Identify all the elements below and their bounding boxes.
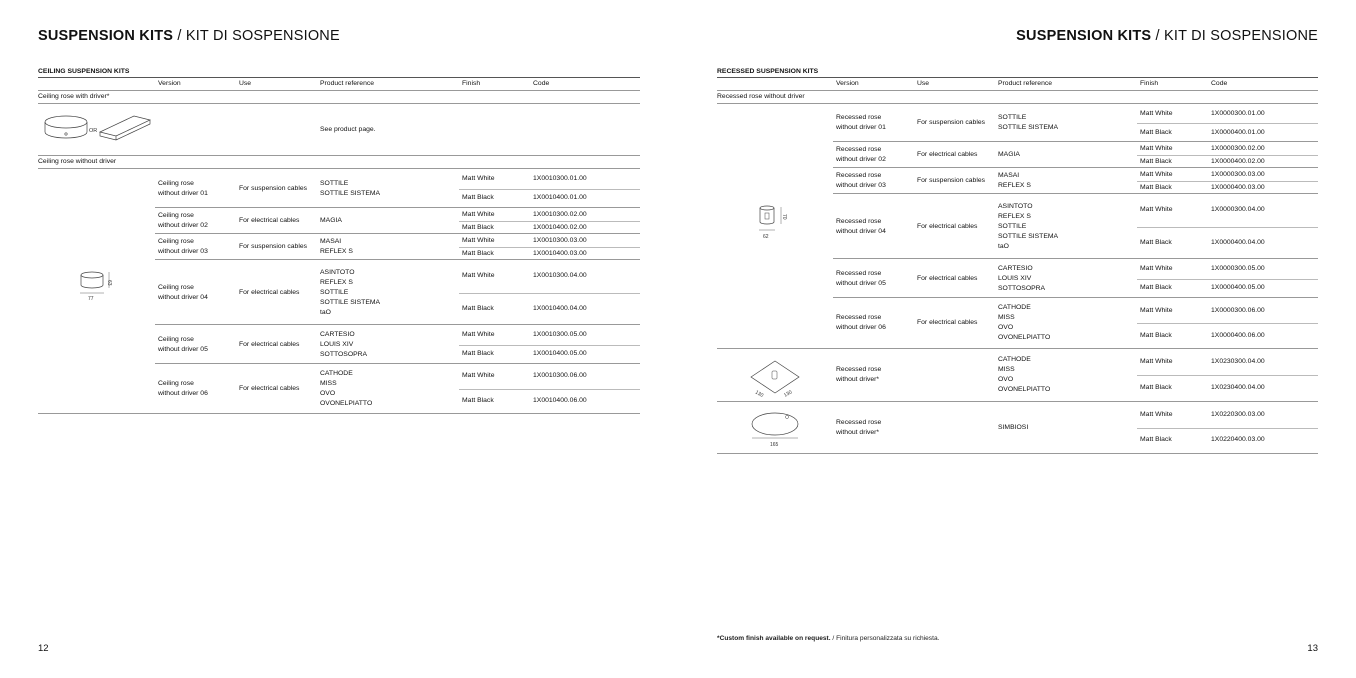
code-cell: 1X0000400.05.00	[1211, 284, 1265, 292]
without-driver-group	[38, 169, 640, 414]
right-page	[678, 0, 1356, 678]
dim-height: 70	[781, 214, 787, 220]
code-cell: 1X0010400.01.00	[533, 194, 587, 202]
code-cell: 1X0000300.03.00	[1211, 170, 1265, 178]
code-cell: 1X0000300.06.00	[1211, 306, 1265, 314]
finish-cell: Matt Black	[1140, 284, 1172, 292]
section-without-driver: Recessed rose without driver	[717, 91, 1318, 104]
code-cell: 1X0230300.04.00	[1211, 358, 1265, 365]
finish-cell: Matt White	[1140, 358, 1173, 365]
table-row	[717, 194, 1318, 259]
code-cell: 1X0010300.04.00	[533, 272, 587, 280]
code-cell: 1X0010400.04.00	[533, 304, 587, 312]
col-code: Code	[1211, 80, 1228, 87]
code-cell: 1X0010300.02.00	[533, 210, 587, 218]
use-cell: For electrical cables	[917, 151, 978, 158]
product-reference-cell: CARTESIO LOUIS XIV SOTTOSOPRA	[998, 264, 1046, 292]
use-cell: For suspension cables	[917, 177, 986, 184]
code-cell: 1X0010300.05.00	[533, 330, 587, 338]
dim-side-b: 130	[783, 389, 794, 399]
version-cell: Recessed rose without driver 03	[836, 172, 886, 189]
version-cell: Recessed rose without driver 02	[836, 146, 886, 163]
version-cell: Ceiling rose without driver 03	[158, 238, 208, 255]
product-reference-cell: CATHODE MISS OVO OVONELPIATTO	[998, 304, 1051, 341]
code-cell: 1X0010400.02.00	[533, 223, 587, 231]
col-version: Version	[836, 80, 859, 87]
code-cell: 1X0000300.04.00	[1211, 206, 1265, 214]
version-cell: Recessed rose without driver 04	[836, 217, 886, 235]
version-cell: Ceiling rose without driver 05	[158, 335, 208, 353]
col-finish: Finish	[1140, 80, 1159, 87]
finish-cell: Matt Black	[1140, 238, 1172, 246]
finish-divider	[1137, 279, 1318, 280]
finish-cell: Matt Black	[1140, 384, 1172, 391]
use-cell: For electrical cables	[917, 222, 978, 230]
finish-cell: Matt Black	[1140, 183, 1172, 191]
code-cell: 1X0000400.03.00	[1211, 183, 1265, 191]
col-use: Use	[239, 80, 252, 87]
product-reference-cell: ASINTOTO REFLEX S SOTTILE SOTTILE SISTEMA taO	[998, 202, 1059, 250]
finish-divider	[459, 293, 640, 294]
code-cell: 1X0220400.03.00	[1211, 436, 1265, 444]
use-cell: For suspension cables	[917, 119, 986, 126]
dim-height: 63	[106, 280, 112, 286]
finish-cell: Matt White	[1140, 170, 1173, 178]
finish-divider	[1137, 227, 1318, 228]
finish-cell: Matt White	[1140, 109, 1173, 117]
version-cell: Recessed rose without driver 01	[836, 114, 886, 131]
version-cell: Recessed rose without driver 05	[836, 269, 886, 287]
version-cell: Ceiling rose without driver 01	[158, 179, 208, 197]
table-row	[717, 259, 1318, 298]
product-reference-cell: CARTESIO LOUIS XIV SOTTOSOPRA	[320, 330, 368, 358]
finish-divider	[459, 189, 640, 190]
code-cell: 1X0000400.04.00	[1211, 238, 1265, 246]
finish-cell: Matt White	[1140, 306, 1173, 314]
col-product-reference: Product reference	[998, 80, 1053, 87]
table-row	[38, 325, 640, 364]
product-reference-cell: CATHODE MISS OVO OVONELPIATTO	[320, 369, 373, 407]
ceiling-kits-table	[38, 66, 640, 414]
dim-side-a: 130	[754, 389, 765, 399]
dim-diameter: 165	[770, 442, 779, 448]
finish-cell: Matt White	[462, 174, 495, 182]
page-header: SUSPENSION KITS / KIT DI SOSPENSIONE	[38, 28, 340, 44]
recessed-group-round	[717, 402, 1318, 454]
finish-cell: Matt Black	[462, 249, 494, 257]
use-cell: For electrical cables	[239, 384, 300, 392]
version-cell: Recessed rose without driver*	[836, 418, 882, 436]
recessed-group-main	[717, 104, 1318, 349]
code-cell: 1X0010300.01.00	[533, 174, 587, 182]
with-driver-row	[38, 104, 640, 156]
table-row	[717, 104, 1318, 142]
finish-divider	[1137, 428, 1318, 429]
finish-cell: Matt White	[1140, 264, 1173, 272]
finish-cell: Matt White	[1140, 144, 1173, 152]
finish-divider	[1137, 155, 1318, 156]
use-cell: For electrical cables	[239, 217, 300, 224]
code-cell: 1X0010300.06.00	[533, 372, 587, 380]
table-title: RECESSED SUSPENSION KITS	[717, 66, 1318, 78]
footnote: *Custom finish available on request. / Finitura personalizzata su richiesta.	[717, 635, 940, 642]
product-reference-cell: MAGIA	[320, 217, 342, 224]
finish-cell: Matt Black	[462, 396, 494, 404]
code-cell: 1X0010400.05.00	[533, 350, 587, 358]
table-row	[717, 142, 1318, 168]
version-cell: Ceiling rose without driver 06	[158, 379, 208, 397]
code-cell: 1X0010400.03.00	[533, 249, 587, 257]
col-finish: Finish	[462, 80, 481, 87]
finish-cell: Matt Black	[1140, 436, 1172, 444]
table-row	[717, 402, 1318, 453]
finish-divider	[1137, 181, 1318, 182]
dim-width: 77	[88, 296, 94, 302]
code-cell: 1X0000300.02.00	[1211, 144, 1265, 152]
finish-cell: Matt Black	[462, 304, 494, 312]
use-cell: For electrical cables	[239, 288, 300, 296]
finish-cell: Matt White	[1140, 206, 1173, 214]
code-cell: 1X0000300.05.00	[1211, 264, 1265, 272]
table-row	[38, 169, 640, 208]
table-row	[38, 208, 640, 234]
product-reference-cell: MASAI REFLEX S	[998, 172, 1031, 189]
code-cell: 1X0000400.01.00	[1211, 128, 1265, 136]
table-row	[38, 260, 640, 325]
see-product-page: See product page.	[320, 126, 376, 133]
version-cell: Recessed rose without driver 06	[836, 314, 886, 331]
finish-cell: Matt Black	[462, 223, 494, 231]
code-cell: 1X0000300.01.00	[1211, 109, 1265, 117]
finish-cell: Matt Black	[1140, 157, 1172, 165]
dim-width: 62	[763, 234, 769, 240]
col-version: Version	[158, 80, 181, 87]
finish-cell: Matt Black	[1140, 128, 1172, 136]
code-cell: 1X0000400.02.00	[1211, 157, 1265, 165]
finish-cell: Matt Black	[462, 350, 494, 358]
version-cell: Ceiling rose without driver 04	[158, 283, 208, 301]
use-cell: For suspension cables	[239, 243, 308, 250]
product-reference-cell: CATHODE MISS OVO OVONELPIATTO	[998, 356, 1051, 393]
finish-divider	[459, 247, 640, 248]
product-reference-cell: MASAI REFLEX S	[320, 238, 353, 255]
table-row	[717, 349, 1318, 401]
section-without-driver: Ceiling rose without driver	[38, 156, 640, 169]
use-cell: For electrical cables	[917, 319, 978, 326]
table-row	[38, 234, 640, 260]
code-cell: 1X0000400.06.00	[1211, 331, 1265, 339]
finish-cell: Matt Black	[462, 194, 494, 202]
product-reference-cell: SOTTILE SOTTILE SISTEMA	[320, 179, 381, 197]
col-product-reference: Product reference	[320, 80, 375, 87]
code-cell: 1X0220300.03.00	[1211, 410, 1265, 418]
finish-cell: Matt White	[462, 330, 495, 338]
product-reference-cell: SIMBIOSI	[998, 423, 1029, 431]
finish-divider	[459, 345, 640, 346]
product-reference-cell: MAGIA	[998, 151, 1020, 158]
finish-cell: Matt White	[462, 210, 495, 218]
col-code: Code	[533, 80, 550, 87]
use-cell: For suspension cables	[239, 184, 308, 192]
version-cell: Ceiling rose without driver 02	[158, 212, 208, 229]
section-with-driver: Ceiling rose with driver*	[38, 91, 640, 104]
version-cell: Recessed rose without driver*	[836, 366, 882, 383]
finish-divider	[1137, 123, 1318, 124]
code-cell: 1X0010400.06.00	[533, 396, 587, 404]
ceiling-rose-with-driver-drawing	[42, 106, 162, 156]
finish-cell: Matt White	[462, 272, 495, 280]
table-row	[717, 298, 1318, 348]
column-headers	[717, 78, 1318, 91]
finish-divider	[459, 389, 640, 390]
product-reference-cell: ASINTOTO REFLEX S SOTTILE SOTTILE SISTEMA taO	[320, 268, 381, 316]
product-reference-cell: SOTTILE SOTTILE SISTEMA	[998, 114, 1059, 131]
finish-cell: Matt White	[462, 372, 495, 380]
finish-cell: Matt White	[462, 236, 495, 244]
table-row	[717, 168, 1318, 194]
recessed-kits-table	[717, 66, 1318, 454]
finish-cell: Matt Black	[1140, 331, 1172, 339]
page-header: SUSPENSION KITS / KIT DI SOSPENSIONE	[1016, 28, 1318, 44]
finish-divider	[1137, 323, 1318, 324]
use-cell: For electrical cables	[917, 274, 978, 282]
page-number: 13	[1307, 643, 1318, 654]
code-cell: 1X0230400.04.00	[1211, 384, 1265, 391]
recessed-group-square	[717, 349, 1318, 402]
page-number: 12	[38, 643, 49, 654]
code-cell: 1X0010300.03.00	[533, 236, 587, 244]
col-use: Use	[917, 80, 930, 87]
table-row	[38, 364, 640, 413]
or-label: OR	[89, 128, 98, 134]
column-headers	[38, 78, 640, 91]
finish-divider	[459, 221, 640, 222]
table-title: CEILING SUSPENSION KITS	[38, 66, 640, 78]
finish-divider	[1137, 375, 1318, 376]
finish-cell: Matt White	[1140, 410, 1173, 418]
use-cell: For electrical cables	[239, 340, 300, 348]
